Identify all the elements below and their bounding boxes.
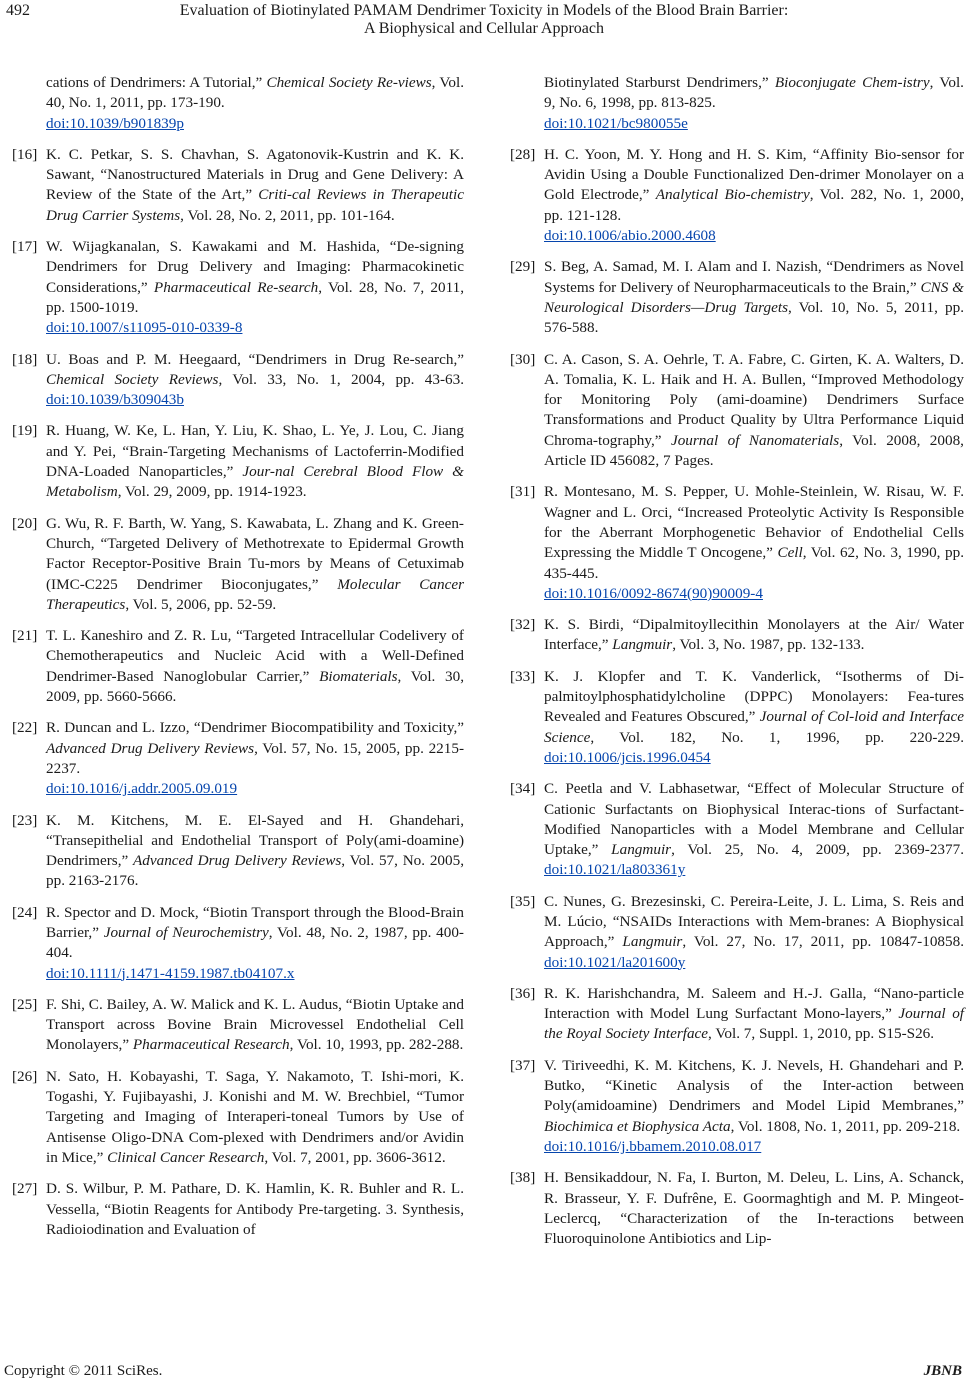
reference-details: , Vol. 10, 1993, pp. 282-288. — [289, 1036, 464, 1054]
reference-details: , Vol. 182, No. 1, 1996, pp. 220-229. — [590, 728, 964, 746]
reference-text — [46, 995, 464, 1056]
reference-item — [510, 257, 964, 338]
reference-text — [46, 1067, 464, 1168]
reference-citation: V. Tiriveedhi, K. M. Kitchens, K. J. Nevels, H. Ghandehari and P. Butko, “Kinetic Analysis of the Inter-action between Poly(amidoamine) Dendrimers and Model Lipid Membranes,” — [544, 1056, 964, 1115]
reference-item — [12, 811, 464, 892]
reference-text — [544, 779, 964, 880]
reference-details: , Vol. 2008, 2008, Article ID 456082, 7 Pages. — [544, 431, 964, 470]
reference-journal: Journal of the Royal Society Interface — [544, 1005, 965, 1043]
doi-link[interactable]: doi:10.1021/bc980055e — [544, 114, 688, 132]
doi-link[interactable]: doi:10.1039/b309043b — [46, 391, 184, 409]
reference-column-left — [12, 73, 464, 1251]
reference-text — [544, 615, 964, 656]
reference-citation: R. Huang, W. Ke, L. Han, Y. Liu, K. Shao, L. Ye, J. Lou, C. Jiang and Y. Pei, “Brain-Targeting Mechanisms of Lactoferrin-Modified DNA-Loaded Nanoparticles,” — [46, 422, 464, 481]
doi-link[interactable]: doi:10.1016/0092-8674(90)90009-4 — [544, 584, 763, 602]
reference-number: [37] — [510, 1056, 536, 1074]
reference-item — [12, 514, 464, 615]
reference-text — [46, 421, 464, 502]
reference-number: [19] — [12, 422, 38, 440]
reference-journal: Chemical Society Re-views — [266, 74, 432, 91]
reference-text — [46, 350, 464, 411]
reference-text — [544, 482, 964, 604]
reference-item — [12, 903, 464, 984]
reference-journal: Clinical Cancer Research — [107, 1148, 265, 1166]
reference-number: [27] — [12, 1180, 38, 1198]
reference-journal: Journal of Col-loid and Interface Science — [544, 708, 964, 746]
journal-abbrev: JBNB — [923, 1363, 962, 1379]
reference-journal: Jour-nal Cerebral Blood Flow & Metabolism — [46, 463, 464, 501]
reference-citation: G. Wu, R. F. Barth, W. Yang, S. Kawabata, L. Zhang and K. Green-Church, “Targeted Delivery of Methotrexate to Epidermal Growth Factor Receptor-Positive Brain Tu-mors by Means of Cetuximab (IMC-C225 Dendrimer Bioconjugates,” — [46, 514, 464, 593]
reference-item — [12, 718, 464, 799]
reference-text — [46, 237, 464, 338]
reference-number: [28] — [510, 145, 536, 163]
doi-link[interactable]: doi:10.1021/la803361y — [544, 861, 686, 879]
reference-citation: H. C. Yoon, M. Y. Hong and H. S. Kim, “Affinity Bio-sensor for Avidin Using a Double Functionalized Den-drimer Monolayer on a Gold Electrode,” — [544, 145, 964, 204]
reference-citation: N. Sato, H. Kobayashi, T. Saga, Y. Nakamoto, T. Ishi-mori, K. Togashi, Y. Fujibayashi, J. Konishi and M. W. Brechbiel, “Tumor Targeting and Imaging of Interaperi-toneal Tumors by Use of Antisense Oligo-DNA Com-plexed with Dendrimers and/or Avidin in Mice,” — [46, 1067, 464, 1166]
reference-number: [21] — [12, 627, 38, 645]
reference-item — [12, 626, 464, 707]
reference-text — [544, 145, 964, 246]
doi-link[interactable]: doi:10.1021/la201600y — [544, 953, 686, 971]
reference-item — [12, 995, 464, 1056]
page-number: 492 — [6, 2, 30, 19]
reference-citation: R. Spector and D. Mock, “Biotin Transport through the Blood-Brain Barrier,” — [46, 903, 464, 941]
reference-details: , Vol. 9, No. 6, 1998, pp. 813-825. — [544, 74, 964, 112]
reference-details: , Vol. 30, 2009, pp. 5660-5666. — [46, 667, 464, 706]
reference-details: , Vol. 57, No. 2005, pp. 2163-2176. — [46, 852, 464, 890]
reference-citation: R. Montesano, M. S. Pepper, U. Mohle-Steinlein, W. Risau, W. F. Wagner and L. Orci, “Increased Proteolytic Activity Is Responsible for the Aberrant Morphogenetic Behavior of Endothelial Cells Expressing the Middle T Oncogene,” — [544, 483, 964, 562]
reference-number: [17] — [12, 238, 38, 256]
reference-citation: W. Wijagkanalan, S. Kawakami and M. Hashida, “De-signing Dendrimers for Drug Delivery and Imaging: Pharmacokinetic Considerations,” — [46, 238, 464, 296]
reference-item — [12, 73, 464, 134]
reference-details: , Vol. 10, No. 5, 2011, pp. 576-588. — [544, 298, 965, 337]
reference-citation: D. S. Wilbur, P. M. Pathare, D. K. Hamlin, K. R. Buhler and R. L. Vessella, “Biotin Reagents for Antibody Pre-targeting. 3. Synthesis, Radioiodination and Evaluation of — [46, 1180, 464, 1238]
running-header — [0, 2, 968, 38]
reference-number: [24] — [12, 903, 38, 921]
reference-journal: Chemical Society Reviews — [46, 370, 219, 388]
reference-citation: H. Bensikaddour, N. Fa, I. Burton, M. Deleu, L. Lins, A. Schanck, R. Brasseur, Y. F. Dufrêne, E. Goormaghtigh and M. P. Mingeot-Leclercq, “Characterization of the In-teractions between Fluoroquinolone Antibiotics and Lip- — [544, 1169, 964, 1248]
reference-number: [22] — [12, 719, 38, 737]
reference-text — [46, 1179, 464, 1240]
reference-journal: Pharmaceutical Research — [132, 1036, 290, 1054]
reference-number: [23] — [12, 811, 38, 829]
reference-item — [510, 667, 964, 768]
reference-number: [29] — [510, 258, 536, 276]
reference-text — [46, 145, 464, 226]
reference-item — [510, 482, 964, 604]
reference-item — [510, 73, 964, 134]
reference-item — [12, 350, 464, 411]
reference-journal: Advanced Drug Delivery Reviews — [46, 739, 255, 757]
reference-item — [12, 145, 464, 226]
reference-item — [510, 892, 964, 973]
reference-journal: Biomaterials — [319, 667, 398, 685]
reference-text — [544, 984, 964, 1045]
reference-details: , Vol. 7, Suppl. 1, 2010, pp. S15-S26. — [708, 1025, 935, 1043]
reference-item — [510, 1056, 964, 1157]
reference-journal: Bioconjugate Chem-istry — [774, 74, 930, 91]
header-title-line1: Evaluation of Biotinylated PAMAM Dendrimer Toxicity in Models of the Blood Brain Barrier: — [179, 2, 789, 19]
reference-number: [33] — [510, 667, 536, 685]
reference-details: , Vol. 28, No. 7, 2011, pp. 1500-1019. — [46, 278, 465, 316]
reference-details: , Vol. 27, No. 17, 2011, pp. 10847-10858. — [682, 933, 965, 951]
reference-details: , Vol. 28, No. 2, 2011, pp. 101-164. — [180, 206, 395, 224]
reference-journal: Cell — [777, 544, 803, 562]
reference-details: , Vol. 1808, No. 1, 2011, pp. 209-218. — [730, 1117, 961, 1135]
reference-details: , Vol. 3, No. 1987, pp. 132-133. — [672, 636, 865, 654]
doi-link[interactable]: doi:10.1007/s11095-010-0339-8 — [46, 319, 243, 337]
reference-number: [35] — [510, 892, 536, 910]
reference-text — [544, 257, 964, 338]
reference-text — [544, 73, 964, 134]
reference-number: [32] — [510, 616, 536, 634]
reference-details: , Vol. 282, No. 1, 2000, pp. 121-128. — [544, 186, 964, 224]
reference-journal: Journal of Neurochemistry — [103, 923, 269, 941]
reference-journal: Langmuir — [622, 933, 683, 951]
reference-item — [510, 779, 964, 880]
reference-details: , Vol. 57, No. 15, 2005, pp. 2215-2237. — [46, 739, 465, 777]
reference-citation: R. K. Harishchandra, M. Saleem and H.-J. Galla, “Nano-particle Interaction with Model Lung Surfactant Mono-layers,” — [544, 984, 964, 1023]
reference-citation: U. Boas and P. M. Heegaard, “Dendrimers in Drug Re-search,” — [46, 350, 464, 368]
reference-journal: Analytical Bio-chemistry — [655, 186, 810, 204]
reference-text — [46, 718, 464, 799]
reference-citation: K. M. Kitchens, M. E. El-Sayed and H. Ghandehari, “Transepithelial and Endothelial Transport of Poly(ami-doamine) Dendrimers,” — [46, 811, 464, 870]
reference-details: , Vol. 48, No. 2, 1987, pp. 400-404. — [46, 923, 464, 962]
reference-number: [31] — [510, 483, 536, 501]
reference-citation: K. S. Birdi, “Dipalmitoyllecithin Monolayers at the Air/ Water Interface,” — [544, 616, 964, 654]
reference-journal: Langmuir — [611, 841, 672, 859]
reference-text — [544, 667, 964, 768]
reference-text — [46, 811, 464, 892]
reference-number: [25] — [12, 995, 38, 1013]
reference-item — [12, 237, 464, 338]
reference-item — [510, 615, 964, 656]
reference-journal: Biochimica et Biophysica Acta — [544, 1117, 731, 1135]
reference-number: [16] — [12, 145, 38, 163]
reference-details: , Vol. 62, No. 3, 1990, pp. 435-445. — [544, 544, 965, 582]
reference-details: , Vol. 33, No. 1, 2004, pp. 43-63. — [218, 370, 464, 388]
reference-details: , Vol. 40, No. 1, 2011, pp. 173-190. — [46, 74, 464, 112]
reference-text — [46, 73, 464, 134]
doi-link[interactable]: doi:10.1006/abio.2000.4608 — [544, 227, 716, 245]
reference-citation: R. Duncan and L. Izzo, “Dendrimer Biocompatibility and Toxicity,” — [46, 719, 464, 737]
reference-journal: Advanced Drug Delivery Reviews — [133, 852, 342, 870]
reference-number: [34] — [510, 780, 536, 798]
reference-citation: T. L. Kaneshiro and Z. R. Lu, “Targeted Intracellular Codelivery of Chemotherapeutics and Nucleic Acid with a Well-Defined Dendrimer-Based Nanoglobular Carrier,” — [46, 627, 464, 685]
reference-item — [510, 984, 964, 1045]
reference-text — [46, 903, 464, 984]
reference-item — [510, 350, 964, 472]
reference-number: [26] — [12, 1067, 38, 1085]
doi-link[interactable]: doi:10.1006/jcis.1996.0454 — [544, 748, 711, 766]
reference-number: [20] — [12, 514, 38, 532]
reference-number: [36] — [510, 984, 536, 1002]
reference-details: , Vol. 7, 2001, pp. 3606-3612. — [264, 1148, 446, 1166]
reference-text — [46, 626, 464, 707]
reference-journal: CNS & Neurological Disorders—Drug Targets — [544, 278, 965, 316]
reference-text — [544, 1168, 964, 1249]
doi-link[interactable]: doi:10.1016/j.addr.2005.09.019 — [46, 780, 238, 798]
doi-link[interactable]: doi:10.1016/j.bbamem.2010.08.017 — [544, 1137, 762, 1155]
doi-link[interactable]: doi:10.1111/j.1471-4159.1987.tb04107.x — [46, 964, 295, 982]
reference-citation: K. J. Klopfer and T. K. Vanderlick, “Isotherms of Di-palmitoylphosphatidylcholine (DPPC) Monolayers: Fea-tures Revealed and Features Obscured,” — [544, 667, 964, 726]
reference-citation: K. C. Petkar, S. S. Chavhan, S. Agatonovik-Kustrin and K. K. Sawant, “Nanostructured Materials in Drug and Gene Delivery: A Review of the State of the Art,” — [46, 145, 464, 204]
reference-citation: S. Beg, A. Samad, M. I. Alam and I. Nazish, “Dendrimers as Novel Systems for Delivery of Neuropharmaceuticals to the Brain,” — [544, 258, 964, 296]
reference-text — [544, 350, 964, 472]
reference-citation: C. A. Cason, S. A. Oehrle, T. A. Fabre, C. Girten, K. A. Walters, D. A. Tomalia, K. L. Haik and H. A. Bullen, “Improved Methodology for Monitoring Poly (ami-doamine) Dendrimers Surface Transformations and Product Quality by Ultra Performance Liquid Chroma-tography,” — [544, 350, 964, 449]
reference-number: [18] — [12, 350, 38, 368]
reference-citation: cations of Dendrimers: A Tutorial,” — [46, 74, 267, 91]
header-title-line2: A Biophysical and Cellular Approach — [364, 20, 604, 37]
reference-journal: Pharmaceutical Re-search — [153, 278, 319, 296]
reference-column-right — [510, 73, 964, 1260]
reference-text — [544, 1056, 964, 1157]
reference-details: , Vol. 5, 2006, pp. 52-59. — [125, 595, 277, 613]
reference-text — [544, 892, 964, 973]
reference-citation: F. Shi, C. Bailey, A. W. Malick and K. L. Audus, “Biotin Uptake and Transport across Bovine Brain Microvessel Endothelial Cell Monolayers,” — [46, 995, 464, 1054]
reference-text — [46, 514, 464, 615]
reference-citation: Biotinylated Starburst Dendrimers,” — [544, 74, 775, 91]
reference-citation: C. Peetla and V. Labhasetwar, “Effect of Molecular Structure of Cationic Surfactants on Biophysical Interac-tions of Surfactant-Modified Nanoparticles with a Model Membrane and Cellular Uptake,” — [544, 780, 964, 859]
doi-link[interactable]: doi:10.1039/b901839p — [46, 114, 184, 132]
reference-number: [30] — [510, 350, 536, 368]
reference-item — [510, 1168, 964, 1249]
reference-item — [12, 421, 464, 502]
copyright-text: Copyright © 2011 SciRes. — [4, 1363, 163, 1379]
reference-journal: Journal of Nanomaterials — [670, 431, 840, 449]
reference-details: , Vol. 29, 2009, pp. 1914-1923. — [117, 483, 307, 501]
reference-item — [510, 145, 964, 246]
reference-details: , Vol. 25, No. 4, 2009, pp. 2369-2377. — [671, 841, 964, 859]
reference-item — [12, 1179, 464, 1240]
reference-journal: Langmuir — [612, 636, 673, 654]
reference-journal: Criti-cal Reviews in Therapeutic Drug Carrier Systems — [46, 186, 464, 224]
reference-item — [12, 1067, 464, 1168]
reference-number: [38] — [510, 1169, 536, 1187]
reference-journal: Molecular Cancer Therapeutics — [46, 575, 464, 613]
reference-citation: C. Nunes, G. Brezesinski, C. Pereira-Leite, J. L. Lima, S. Reis and M. Lúcio, “NSAIDs Interactions with Mem-branes: A Biophysical Approach,” — [544, 892, 964, 951]
